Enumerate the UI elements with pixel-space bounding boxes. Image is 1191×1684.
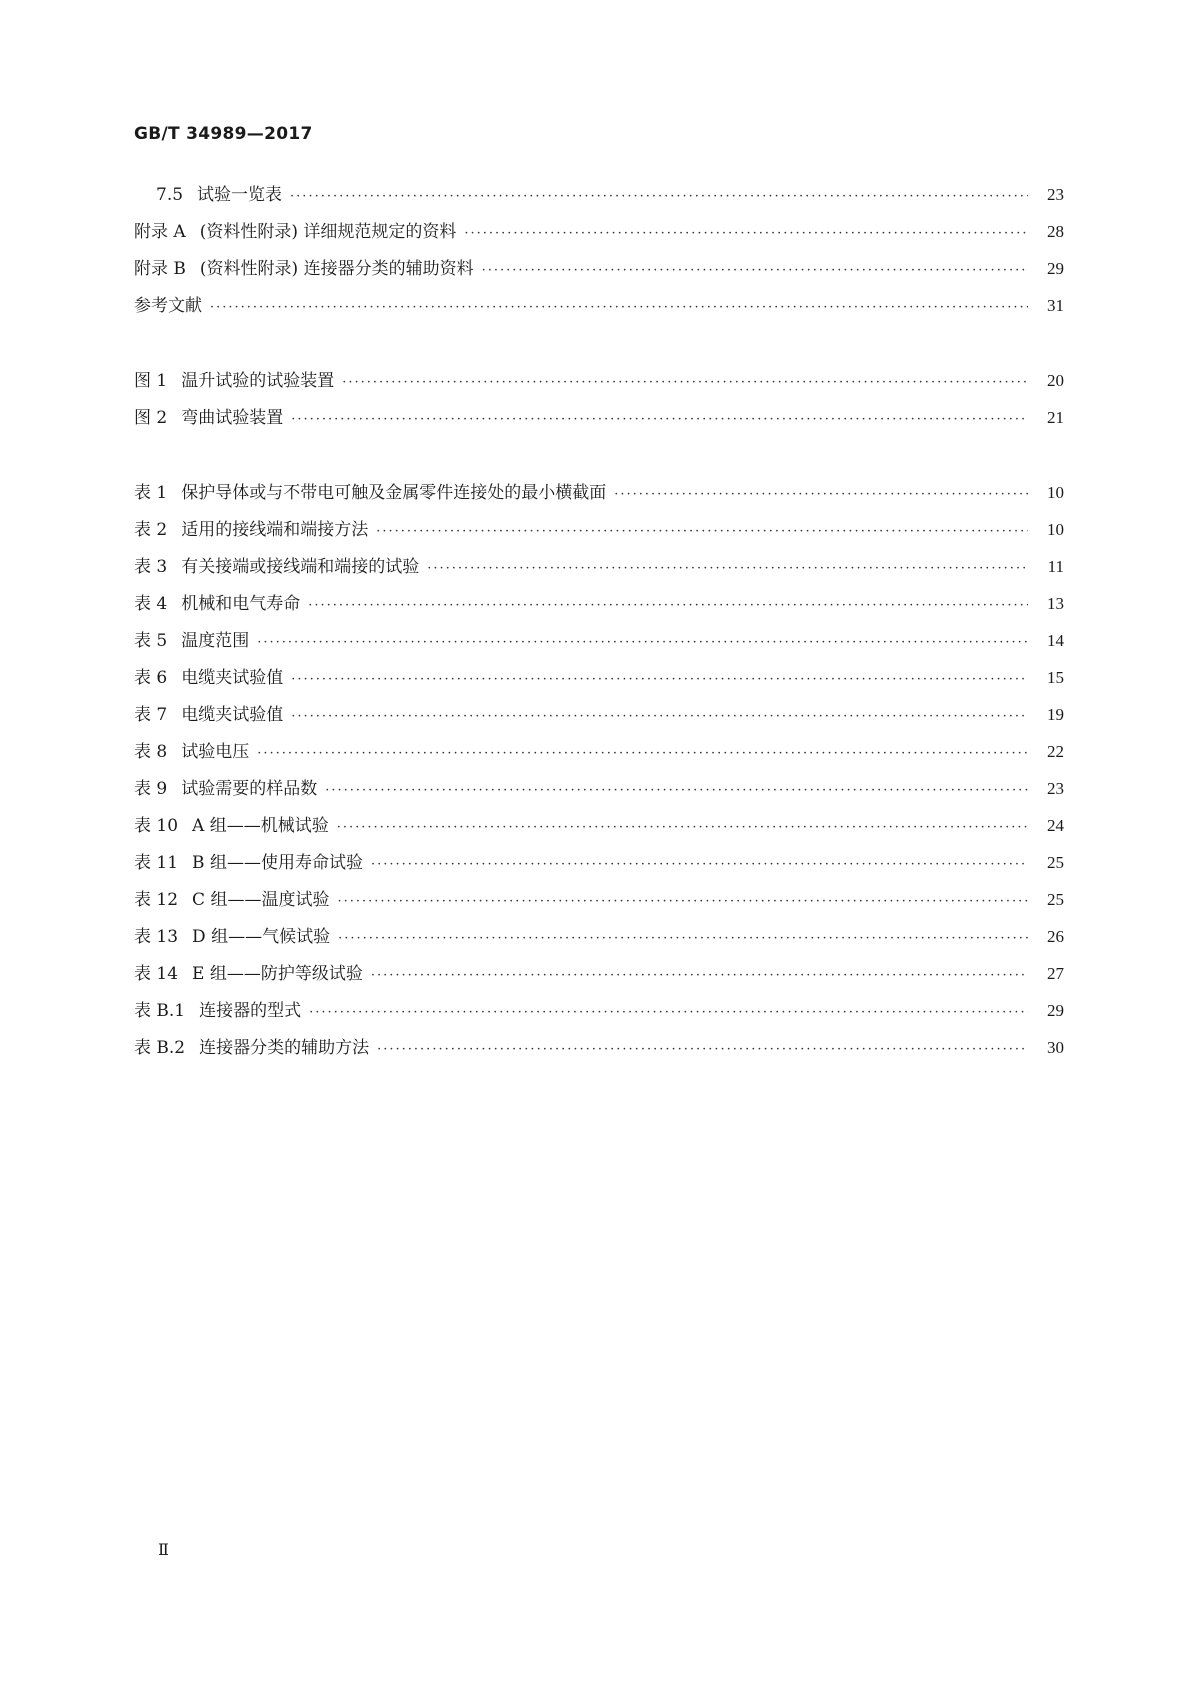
toc-dot-leader: [337, 883, 1028, 920]
toc-figure-entry[interactable]: [134, 399, 1064, 436]
toc-dot-leader: [325, 772, 1028, 809]
toc-table-entry[interactable]: [134, 844, 1064, 881]
toc-entry-page: 29: [1047, 259, 1064, 278]
toc-dot-leader: [257, 735, 1028, 772]
toc-entry-page: 29: [1047, 1001, 1064, 1020]
toc-entry-number: 表 5: [134, 631, 168, 651]
toc-entry-number: 附录 B: [134, 259, 186, 279]
toc-entry-number: 表 7: [134, 705, 168, 725]
toc-entry-title: 试验一览表: [197, 185, 283, 205]
toc-table-entry[interactable]: [134, 881, 1064, 918]
toc-entry-title: 电缆夹试验值: [181, 705, 284, 725]
toc-entry-number: 表 3: [134, 557, 168, 577]
toc-entry-page: 23: [1047, 185, 1064, 204]
toc-table-entry[interactable]: [134, 770, 1064, 807]
toc-entry-number: 表 13: [134, 927, 179, 947]
toc-entry-title: (资料性附录) 详细规范规定的资料: [199, 222, 457, 242]
toc-entry-number: 表 12: [134, 890, 179, 910]
toc-dot-leader: [291, 661, 1028, 698]
toc-entry-number: 附录 A: [134, 222, 186, 242]
toc-dot-leader: [257, 624, 1028, 661]
toc-entry-page: 11: [1047, 557, 1064, 576]
toc-entry-number: 表 10: [134, 816, 179, 836]
toc-entry-title: B 组——使用寿命试验: [192, 853, 363, 873]
toc-entry-page: 30: [1047, 1038, 1064, 1057]
toc-dot-leader: [290, 178, 1028, 215]
toc-entry-title: 机械和电气寿命: [181, 594, 301, 614]
toc-dot-leader: [371, 846, 1028, 883]
toc-entry-page: 25: [1047, 890, 1064, 909]
toc-entry-number: 表 8: [134, 742, 168, 762]
toc-entry-title: 试验需要的样品数: [181, 779, 318, 799]
toc-table-entry[interactable]: [134, 548, 1064, 585]
toc-entry-number: 表 6: [134, 668, 168, 688]
toc-section-entry[interactable]: [134, 287, 1064, 324]
toc-dot-leader: [371, 957, 1028, 994]
toc-section-entry[interactable]: [134, 176, 1064, 213]
toc-entry-number: 图 2: [134, 408, 168, 428]
toc-dot-leader: [291, 698, 1028, 735]
toc-table-entry[interactable]: [134, 511, 1064, 548]
toc-entry-page: 22: [1047, 742, 1064, 761]
toc-dot-leader: [377, 1031, 1028, 1068]
toc-entry-title: 连接器的型式: [199, 1001, 302, 1021]
toc-entry-page: 10: [1047, 483, 1064, 502]
toc-entry-title: C 组——温度试验: [192, 890, 330, 910]
toc-entry-page: 28: [1047, 222, 1064, 241]
document-code-header: GB/T 34989—2017: [134, 124, 313, 144]
toc-dot-leader: [291, 401, 1028, 438]
toc-table-entry[interactable]: [134, 918, 1064, 955]
toc-entry-page: 27: [1047, 964, 1064, 983]
toc-entry-title: A 组——机械试验: [192, 816, 329, 836]
toc-dot-leader: [614, 476, 1028, 513]
toc-entry-number: 7.5: [156, 185, 184, 205]
toc-entry-number: 表 14: [134, 964, 179, 984]
toc-dot-leader: [342, 364, 1028, 401]
toc-dot-leader: [337, 809, 1028, 846]
toc-sections: [134, 176, 1064, 324]
toc-table-entry[interactable]: [134, 1029, 1064, 1066]
toc-table-entry[interactable]: [134, 992, 1064, 1029]
toc-table-entry[interactable]: [134, 474, 1064, 511]
toc-table-entry[interactable]: [134, 622, 1064, 659]
toc-dot-leader: [482, 252, 1028, 289]
toc-entry-number: 表 11: [134, 853, 179, 873]
toc-entry-page: 13: [1047, 594, 1064, 613]
toc-entry-title: 适用的接线端和端接方法: [181, 520, 369, 540]
toc-table-entry[interactable]: [134, 807, 1064, 844]
toc-dot-leader: [464, 215, 1028, 252]
toc-entry-title: 温升试验的试验装置: [181, 371, 335, 391]
toc-table-entry[interactable]: [134, 585, 1064, 622]
toc-entry-title: 连接器分类的辅助方法: [199, 1038, 370, 1058]
toc-entry-page: 19: [1047, 705, 1064, 724]
toc-figure-entry[interactable]: [134, 362, 1064, 399]
toc-entry-title: 温度范围: [181, 631, 250, 651]
toc-entry-page: 25: [1047, 853, 1064, 872]
toc-entry-title: 保护导体或与不带电可触及金属零件连接处的最小横截面: [181, 483, 607, 503]
toc-entry-number: 表 B.2: [134, 1038, 186, 1058]
toc-entry-title: 有关接端或接线端和端接的试验: [181, 557, 420, 577]
toc-entry-title: 参考文献: [134, 296, 202, 316]
toc-entry-title: 试验电压: [181, 742, 250, 762]
toc-entry-number: 图 1: [134, 371, 168, 391]
toc-tables: [134, 474, 1064, 1066]
toc-entry-title: E 组——防护等级试验: [192, 964, 363, 984]
page-number: Ⅱ: [158, 1540, 169, 1559]
toc-section-entry[interactable]: [134, 213, 1064, 250]
toc-dot-leader: [309, 994, 1028, 1031]
toc-entry-number: 表 1: [134, 483, 168, 503]
toc-entry-page: 21: [1047, 408, 1064, 427]
toc-entry-title: 电缆夹试验值: [181, 668, 284, 688]
toc-dot-leader: [308, 587, 1028, 624]
toc-entry-number: 表 9: [134, 779, 168, 799]
toc-entry-page: 31: [1047, 296, 1064, 315]
toc-dot-leader: [338, 920, 1028, 957]
toc-table-entry[interactable]: [134, 955, 1064, 992]
toc-table-entry[interactable]: [134, 696, 1064, 733]
toc-entry-page: 23: [1047, 779, 1064, 798]
toc-entry-page: 26: [1047, 927, 1064, 946]
toc-entry-title: D 组——气候试验: [192, 927, 331, 947]
toc-entry-page: 20: [1047, 371, 1064, 390]
toc-dot-leader: [210, 289, 1028, 326]
toc-figures: [134, 362, 1064, 436]
toc-table-entry[interactable]: [134, 733, 1064, 770]
toc-entry-number: 表 B.1: [134, 1001, 186, 1021]
toc-section-entry[interactable]: [134, 250, 1064, 287]
toc-entry-page: 10: [1047, 520, 1064, 539]
toc-entry-page: 24: [1047, 816, 1064, 835]
toc-entry-number: 表 2: [134, 520, 168, 540]
toc-entry-page: 14: [1047, 631, 1064, 650]
toc-entry-title: (资料性附录) 连接器分类的辅助资料: [199, 259, 474, 279]
toc-table-entry[interactable]: [134, 659, 1064, 696]
toc-entry-number: 表 4: [134, 594, 168, 614]
toc-dot-leader: [427, 550, 1028, 587]
toc-entry-page: 15: [1047, 668, 1064, 687]
toc-entry-title: 弯曲试验装置: [181, 408, 284, 428]
toc-dot-leader: [376, 513, 1028, 550]
